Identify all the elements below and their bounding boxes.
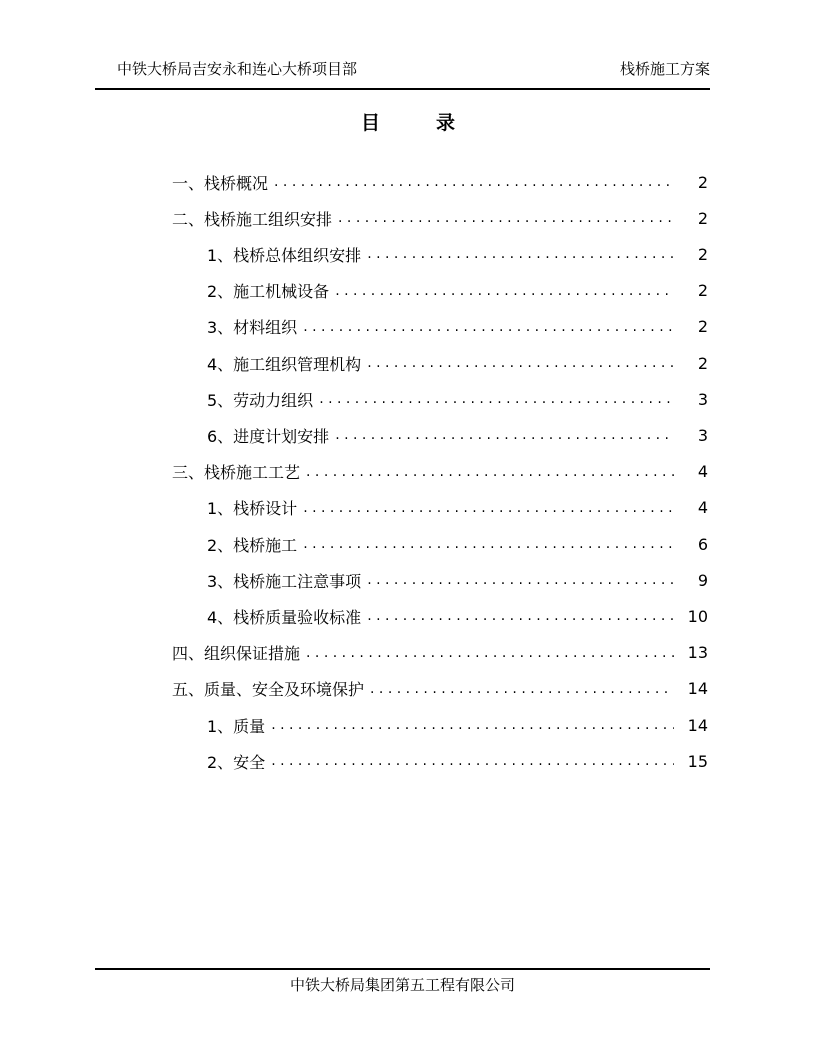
toc-entry-label: 1、质量 (207, 716, 266, 736)
toc-entry-page-number: 15 (687, 751, 708, 771)
toc-entry-page-number: 9 (697, 570, 708, 590)
toc-entry[interactable] (172, 675, 708, 703)
toc-leader-dots (306, 464, 674, 480)
toc-leader-dots (335, 283, 674, 299)
toc-entry-label: 2、安全 (207, 752, 266, 772)
toc-entry-label: 二、栈桥施工组织安排 (172, 209, 333, 229)
toc-entry-label: 2、栈桥施工 (207, 535, 298, 555)
toc-title-char-1: 目 (360, 112, 380, 134)
toc-entry-label: 4、施工组织管理机构 (207, 354, 362, 374)
toc-entry[interactable] (207, 421, 708, 449)
toc-entry[interactable] (207, 566, 708, 594)
header-document-title: 栈桥施工方案 (619, 60, 710, 78)
toc-entry-page-number: 6 (697, 534, 708, 554)
toc-entry[interactable] (207, 602, 708, 630)
toc-entry[interactable] (207, 277, 708, 305)
toc-entry-label: 3、栈桥施工注意事项 (207, 571, 362, 591)
toc-entry-page-number: 2 (697, 208, 708, 228)
toc-entry[interactable] (207, 494, 708, 522)
toc-entry-label: 4、栈桥质量验收标准 (207, 607, 362, 627)
toc-leader-dots (306, 645, 674, 661)
toc-entry[interactable] (207, 349, 708, 377)
toc-leader-dots (319, 391, 674, 407)
toc-entry[interactable] (172, 204, 708, 232)
page-footer (95, 968, 710, 995)
toc-entry[interactable] (207, 385, 708, 413)
toc-entry[interactable] (207, 313, 708, 341)
toc-leader-dots (367, 246, 674, 262)
toc-entry-label: 三、栈桥施工工艺 (172, 463, 301, 483)
toc-entry[interactable] (207, 711, 708, 739)
header-project-name: 中铁大桥局吉安永和连心大桥项目部 (117, 60, 358, 78)
toc-entry-page-number: 3 (697, 425, 708, 445)
footer-company-name: 中铁大桥局集团第五工程有限公司 (289, 976, 515, 994)
toc-leader-dots (338, 210, 674, 226)
toc-entry-page-number: 2 (697, 172, 708, 192)
toc-entry-label: 四、组织保证措施 (172, 644, 301, 664)
toc-entry-label: 一、栈桥概况 (172, 173, 269, 193)
toc-title-char-2: 录 (436, 112, 456, 134)
toc-entry-label: 五、质量、安全及环境保护 (172, 680, 365, 700)
toc-leader-dots (303, 536, 674, 552)
toc-entry-page-number: 2 (697, 353, 708, 373)
toc-entry-page-number: 2 (697, 244, 708, 264)
toc-entry[interactable] (207, 530, 708, 558)
toc-entry[interactable] (207, 747, 708, 775)
toc-entry-page-number: 2 (697, 281, 708, 301)
toc-leader-dots (271, 753, 674, 769)
page-header (95, 52, 710, 90)
toc-leader-dots (335, 427, 674, 443)
toc-entry[interactable] (172, 458, 708, 486)
toc-leader-dots (303, 500, 674, 516)
toc-entry-label: 6、进度计划安排 (207, 426, 330, 446)
toc-entry-page-number: 2 (697, 317, 708, 337)
toc-entry[interactable] (172, 639, 708, 667)
toc-entry-page-number: 4 (697, 462, 708, 482)
toc-leader-dots (274, 174, 674, 190)
toc-entry-page-number: 14 (687, 715, 708, 735)
toc-entry-page-number: 3 (697, 389, 708, 409)
toc-entry-label: 2、施工机械设备 (207, 282, 330, 302)
toc-entry-label: 1、栈桥设计 (207, 499, 298, 519)
toc-leader-dots (367, 572, 674, 588)
toc-leader-dots (367, 608, 674, 624)
toc-leader-dots (370, 681, 674, 697)
toc-entry[interactable] (172, 168, 708, 196)
toc-leader-dots (367, 355, 674, 371)
toc-entry-label: 1、栈桥总体组织安排 (207, 245, 362, 265)
toc-entry-page-number: 14 (687, 679, 708, 699)
toc-entry-page-number: 13 (687, 643, 708, 663)
toc-entry-page-number: 10 (687, 606, 708, 626)
toc-leader-dots (271, 717, 674, 733)
toc-entry[interactable] (207, 240, 708, 268)
toc-entry-label: 5、劳动力组织 (207, 390, 314, 410)
toc-entry-page-number: 4 (697, 498, 708, 518)
toc-entry-label: 3、材料组织 (207, 318, 298, 338)
toc-title (0, 108, 816, 135)
toc-leader-dots (303, 319, 674, 335)
